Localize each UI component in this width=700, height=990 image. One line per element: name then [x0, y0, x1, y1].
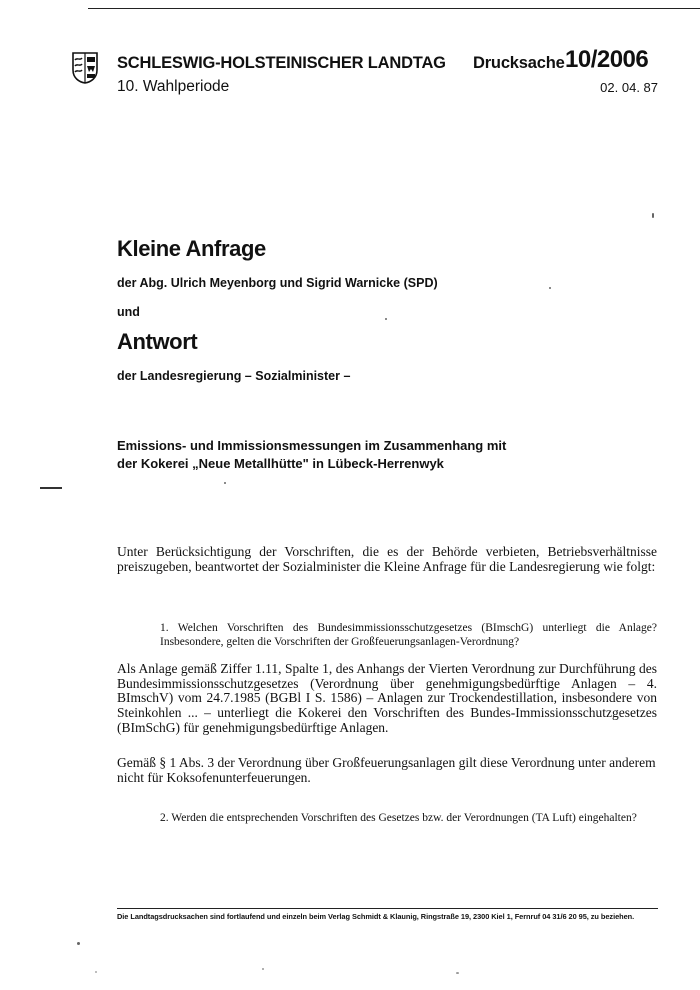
institution-name: SCHLESWIG-HOLSTEINISCHER LANDTAG — [117, 54, 446, 72]
subject-line-1: Emissions- und Immissionsmessungen im Zusammenhang mit — [117, 438, 507, 453]
footer-rule — [117, 908, 658, 909]
drucksache-label: Drucksache — [473, 54, 565, 72]
scan-speck — [224, 482, 226, 484]
scan-speck — [385, 318, 387, 320]
question-1: 1. Welchen Vorschriften des Bundesimmissionsschutzgesetzes (BImschG) unterliegt die Anlage? Insbesondere, gelten die Vorschriften der Großfeuerungsanlagen-Verordnung? — [160, 622, 657, 648]
document-date: 02. 04. 87 — [600, 80, 658, 95]
scan-speck — [456, 972, 459, 974]
coat-of-arms-icon — [72, 52, 98, 84]
footer-note: Die Landtagsdrucksachen sind fortlaufend und einzeln beim Verlag Schmidt & Klaunig, Ringstraße 19, 2300 Kiel 1, Fernruf 04 31/6 20 95, zu beziehen. — [117, 912, 635, 921]
question-2: 2. Werden die entsprechenden Vorschriften des Gesetzes bzw. der Verordnungen (TA Luft) eingehalten? — [160, 812, 637, 824]
legislative-period: 10. Wahlperiode — [117, 78, 230, 95]
responder-line: der Landesregierung – Sozialminister – — [117, 369, 351, 383]
answer-1-paragraph-1: Als Anlage gemäß Ziffer 1.11, Spalte 1, des Anhangs der Vierten Verordnung zur Durchführung des Bundesimmissionsschutzgesetzes (Verordnung über genehmigungsbedürftige Anlagen – 4. BImschV) vom 24.7.1985 (BGBl I S. 1586) – Anlagen zur Trockendestillation, insbesondere von Steinkohlen ... – unterliegt die Kokerei den Vorschriften des Bundes-Immissionsschutzgesetzes (BImSchG) für genehmigungsbedürftige Anlagen. — [117, 661, 657, 735]
scan-speck — [95, 971, 97, 973]
drucksache-number: 10/2006 — [565, 46, 649, 73]
authors-line: der Abg. Ulrich Meyenborg und Sigrid Warnicke (SPD) — [117, 276, 438, 290]
scan-speck — [549, 287, 551, 289]
heading-kleine-anfrage: Kleine Anfrage — [117, 236, 266, 261]
scan-speck — [262, 968, 264, 970]
heading-antwort: Antwort — [117, 329, 198, 354]
scan-speck — [652, 213, 654, 218]
scan-speck — [77, 942, 80, 945]
intro-paragraph: Unter Berücksichtigung der Vorschriften, die es der Behörde verbieten, Betriebsverhältnisse preiszugeben, beantwortet der Sozialminister die Kleine Anfrage für die Landesregierung wie folgt: — [117, 544, 657, 574]
subject-line-2: der Kokerei „Neue Metallhütte" in Lübeck-Herrenwyk — [117, 456, 444, 471]
answer-1-paragraph-2: Gemäß § 1 Abs. 3 der Verordnung über Großfeuerungsanlagen gilt diese Verordnung unter anderem nicht für Koksofenunterfeuerungen. — [117, 755, 656, 785]
top-rule — [88, 8, 700, 9]
conjunction-und: und — [117, 305, 140, 319]
margin-mark — [40, 487, 62, 489]
subject-block — [117, 437, 597, 473]
